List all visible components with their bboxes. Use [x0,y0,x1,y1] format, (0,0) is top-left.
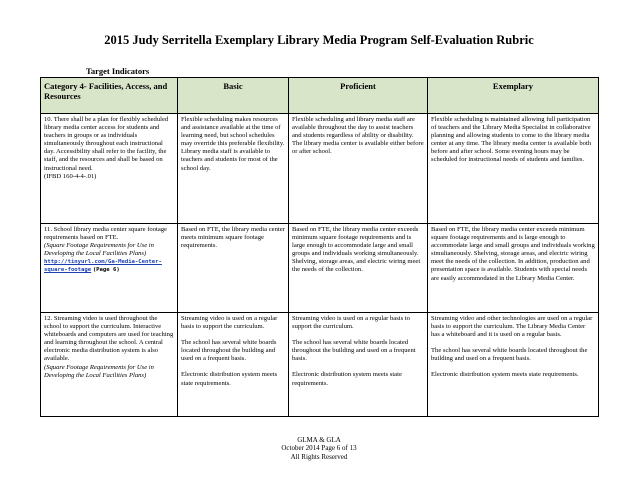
square-footage-link[interactable]: http://tinyurl.com/Ga-Media-Center-square-footage [44,259,162,274]
header-basic: Basic [178,78,289,114]
header-proficient: Proficient [289,78,428,114]
indicator-source-title: (Square Footage Requirements for Use in Developing the Local Facilities Plans) [44,242,154,258]
basic-paragraph: Streaming video is used on a regular basis to support the curriculum. [181,315,278,331]
indicator-text: 10. There shall be a plan for flexibly scheduled library media center access for students and teachers in groups or as individuals simultaneously throughout each instructional day. Accessibility shall refer to the facility, the staff, and the resources and shall be based on instructional need. [44,116,169,172]
header-row [41,78,599,114]
table-row [41,114,599,224]
table-row [41,224,599,313]
indicator-cell [41,313,178,417]
basic-cell: Based on FTE, the library media center meets minimum square footage requirements. [178,224,289,313]
target-indicators-label: Target Indicators [86,66,150,76]
proficient-cell [289,313,428,417]
exemplary-paragraph: Electronic distribution system meets state requirements. [431,371,579,379]
page-footer [0,436,638,461]
page-reference: (Page 6) [92,267,120,274]
exemplary-cell [428,313,599,417]
proficient-paragraph: Streaming video is used on a regular basis to support the curriculum. [292,315,410,331]
basic-paragraph: The school has several white boards located throughout the building and used on a frequent basis. [181,339,277,363]
header-category: Category 4- Facilities, Access, and Resources [41,78,178,114]
page-title: 2015 Judy Serritella Exemplary Library Media Program Self-Evaluation Rubric [104,33,534,47]
footer-date-page: October 2014 Page 6 of 13 [281,444,357,453]
table-row [41,313,599,417]
footer-org: GLMA & GLA [297,436,341,444]
basic-cell [178,313,289,417]
footer-rights: All Rights Reserved [290,452,348,461]
rubric-table [40,77,599,417]
indicator-reference: (IFBD 160-4-4-.01) [44,172,97,180]
indicator-cell [41,114,178,224]
indicator-text: 11. School library media center square footage requirements based on FTE. [44,226,167,242]
basic-cell: Flexible scheduling makes resources and assistance available at the time of learning need, but school schedules may override this preferable flexibility. Library media staff is available to teachers and students for most of the school day. [178,114,289,224]
exemplary-cell: Flexible scheduling is maintained allowing full participation of teachers and the Library Media Specialist in collaborative planning and allowing students to come to the library media center at any time. The library media center is available both before and after school. Some evening hours may be scheduled for instructional needs of students and families. [428,114,599,224]
indicator-source-title: (Square Footage Requirements for Use in Developing the Local Facilities Plans) [44,363,154,379]
proficient-paragraph: The school has several white boards located throughout the building and used on a frequent basis. [292,339,416,363]
exemplary-paragraph: The school has several white boards located throughout the building and used on a frequent basis. [431,347,588,363]
basic-paragraph: Electronic distribution system meets state requirements. [181,371,278,387]
proficient-cell: Flexible scheduling and library media staff are available throughout the day to assist teachers and students regardless of ability or disability. The library media center is available either before or after school. [289,114,428,224]
proficient-cell: Based on FTE, the library media center exceeds minimum square footage requirements and is large enough to accommodate large and small groups and individuals working simultaneously. Shelving, storage areas, and electric wiring meet the needs of the collection. [289,224,428,313]
exemplary-paragraph: Streaming video and other technologies are used on a regular basis to support the curriculum. The Library Media Center has a whiteboard and it is used on a regular basis. [431,315,593,339]
header-exemplary: Exemplary [428,78,599,114]
indicator-text: 12. Streaming video is used throughout the school to support the curriculum. Interactive whiteboards and computers are used for teaching and learning throughout the school. A central electronic media distribution system is also available. [44,315,174,363]
indicator-cell [41,224,178,313]
exemplary-cell: Based on FTE, the library media center exceeds minimum square footage requirements and is large enough to accommodate large and small groups and individuals working simultaneously. Shelving, storage areas, and electric wiring meet the needs of the collection. In addition, production and presentation space is available. Students with special needs are easily accommodated in the Library Media Center. [428,224,599,313]
proficient-paragraph: Electronic distribution system meets state requirements. [292,371,402,387]
